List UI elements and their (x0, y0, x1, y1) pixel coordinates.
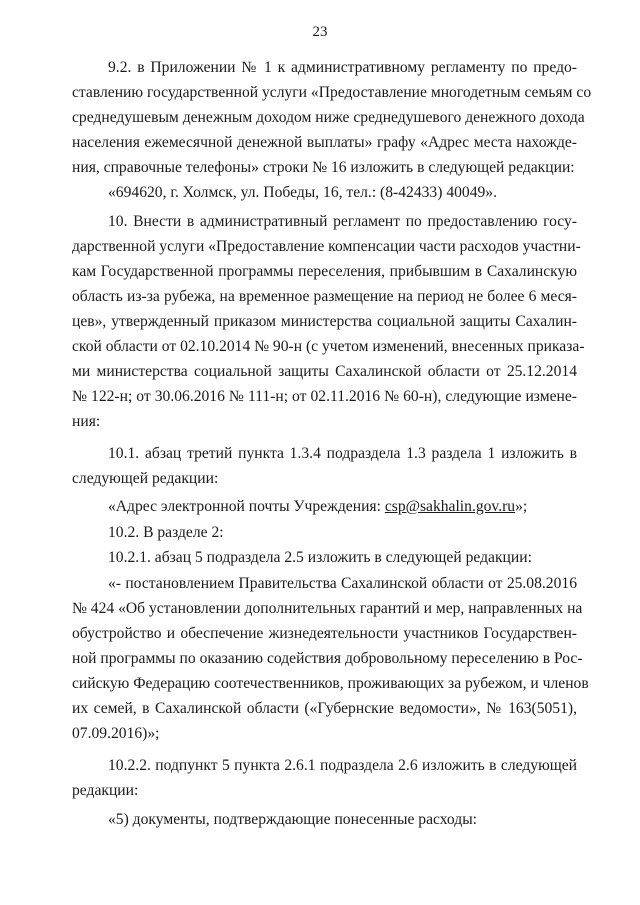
text-line: их семей, в Сахалинской области («Губернские ведомости», № 163(5051), (72, 700, 577, 717)
text-line: «- постановлением Правительства Сахалинской области от 25.08.2016 (108, 575, 577, 592)
text-line: 9.2. в Приложении № 1 к административному регламенту по предо- (108, 59, 577, 76)
text-line: «5) документы, подтверждающие понесенные расходы: (108, 811, 478, 828)
text-line-email (108, 497, 577, 517)
text-line: дарственной услуги «Предоставление компенсации части расходов участни- (72, 238, 581, 255)
email-link[interactable]: csp@sakhalin.gov.ru (384, 498, 516, 515)
text-line: ной программы по оказанию содействия добровольному переселению в Рос- (72, 650, 583, 667)
text-line: 10. Внести в административный регламент по предоставлению госу- (108, 213, 577, 230)
text-line: 10.1. абзац третий пункта 1.3.4 подраздела 1.3 раздела 1 изложить в (108, 445, 577, 462)
page-number: 23 (312, 24, 328, 40)
text-line: ния: (72, 413, 101, 430)
text-line: населения ежемесячной денежной выплаты» графу «Адрес места нахожде- (72, 134, 577, 151)
text-line: следующей редакции: (72, 470, 219, 487)
text-line: обустройство и обеспечение жизнедеятельности участников Государствен- (72, 625, 577, 642)
email-label: «Адрес электронной почты Учреждения: (108, 498, 385, 515)
text-line: 10.2.2. подпункт 5 пункта 2.6.1 подраздела 2.6 изложить в следующей (108, 757, 577, 774)
text-line: № 122-н; от 30.06.2016 № 111-н; от 02.11.2016 № 60-н), следующие измене- (72, 388, 577, 405)
text-line: сийскую Федерацию соотечественников, проживающих за рубежом, и членов (72, 675, 589, 692)
text-line: редакции: (72, 782, 139, 799)
text-line: среднедушевым денежным доходом ниже среднедушевого денежного дохода (72, 109, 585, 126)
text-line: ской области от 02.10.2014 № 90-н (с учетом изменений, внесенных приказа- (72, 338, 585, 355)
text-line: ми министерства социальной защиты Сахалинской области от 25.12.2014 (72, 363, 577, 380)
text-line: ния, справочные телефоны» строки № 16 изложить в следующей редакции: (72, 159, 575, 176)
text-line: 07.09.2016)»; (72, 725, 160, 742)
text-line: ставлению государственной услуги «Предоставление многодетным семьям со (72, 84, 592, 101)
text-line: кам Государственной программы переселения, прибывшим в Сахалинскую (72, 263, 577, 280)
email-suffix: »; (515, 498, 528, 515)
text-line: 10.2. В разделе 2: (108, 524, 224, 541)
text-line: «694620, г. Холмск, ул. Победы, 16, тел.: (8-42433) 40049». (108, 184, 497, 201)
text-line: 10.2.1. абзац 5 подраздела 2.5 изложить в следующей редакции: (108, 549, 532, 566)
text-line: № 424 «Об установлении дополнительных гарантий и мер, направленных на (72, 600, 583, 617)
text-line: цев», утвержденный приказом министерства социальной защиты Сахалин- (72, 313, 577, 330)
text-line: область из-за рубежа, на временное размещение на период не более 6 меся- (72, 288, 577, 305)
